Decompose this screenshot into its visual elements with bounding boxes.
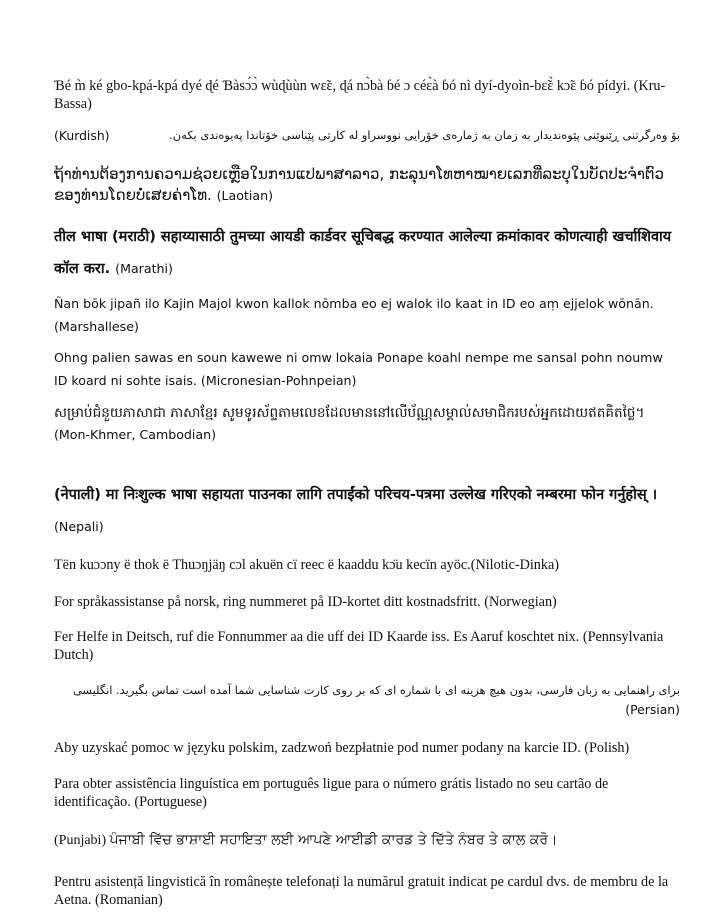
notice-laotian (54, 164, 680, 206)
language-label: (Laotian) (216, 188, 273, 203)
notice-text: សម្រាប់ជំនួយភាសាជា ភាសាខ្មែរ សូមទូរស័ព្ទតាមលេខដែលមាននៅលើប័ណ្ណសម្គាល់សមាជិករបស់អ្នកដោយឥតគិតថ្លៃ។ (54, 405, 645, 421)
notice-text: Ñan bōk jipañ ilo Kajin Majol kwon kallok nōmba eo ej walok ilo kaat in ID eo aṃ ejjelok wōnān. (54, 296, 654, 311)
notice-pohnpeian (54, 346, 680, 392)
notice-marshallese (54, 292, 680, 338)
notice-text: ຖ້າທ່ານຕ້ອງການຄວາມຊ່ວຍເຫຼືອໃນການແປພາສາລາວ, ກະລຸນາໂທຫາໝາຍເລກທີ່ລະບຸໃນບັດປະຈຳຕົວຂອງທ່ານໂດຍບໍ່ເສຍຄ່າໂທ. (54, 165, 665, 204)
language-label: (Micronesian-Pohnpeian) (200, 373, 357, 388)
notice-text: Aby uzyskać pomoc w języku polskim, zadzwoń bezpłatnie pod numer podany na karcie ID. (54, 740, 581, 756)
notice-text: Pentru asistență lingvistică în românește telefonați la numărul gratuit indicat pe cardul dvs. de membru de la Aetna. (54, 874, 669, 908)
notice-text: Ohng palien sawas en soun kawewe ni omw lokaia Ponape koahl nempe me sansal pohn noumw ID koard ni sohte isais. (54, 350, 663, 388)
notice-text: بۆ وەرگرتنی ڕێنوێنی پێوەندیدار بە زمان بە ژمارەی خۆرایی نووسراو لە کارتی پێناسی خۆتاندا پەیوەندی بکەن. (169, 128, 680, 142)
language-label: (Romanian) (94, 891, 163, 908)
language-label: (Pennsylvania Dutch) (54, 629, 664, 663)
notice-text: Para obter assistência linguística em português ligue para o número grátis listado no seu cartão de identificação. (54, 776, 609, 810)
notice-text: Fer Helfe in Deitsch, ruf die Fonnummer aa die uff dei ID Kaarde iss. Es Aaruf koschtet nix. (54, 629, 580, 645)
notice-text: Tën kuɔɔny ë thok ë Thuɔŋjäŋ cɔl akuën cï reec ë kaaddu kɔ̈u kecïn ayöc. (54, 557, 471, 573)
language-label: (Marathi) (115, 261, 173, 276)
notice-khmer (54, 402, 680, 446)
language-label: (Kurdish) (54, 128, 110, 143)
notice-dinka (54, 557, 680, 575)
notice-persian (54, 680, 680, 720)
language-label: (Punjabi) (54, 833, 107, 848)
notice-punjabi (54, 832, 680, 850)
language-label: (Kru-Bassa) (54, 78, 666, 112)
language-label: (Nepali) (54, 519, 104, 534)
notice-text: برای راهنمایی به زبان فارسی، بدون هیچ هزینه ای با شماره ای که بر روی کارت شناسایی شما آمده است تماس بگیرید. انگلیسی (72, 683, 680, 697)
language-label: (Persian) (625, 702, 680, 717)
language-label: (Norwegian) (484, 594, 557, 610)
notice-text: Ɓé m̀ ké gbo-kpá-kpá dyé ɖé Ɓàsɔ́ɔ̀ wùɖùùn wɛ̃ɛ, ɖá nɔ̀bà ɓé ɔ céɛ̀à ɓó nì dyí-dyoìn-bɛ̃ɛ̀ kɔ̃ɛ ɓó pídyi. (54, 78, 631, 94)
language-label: (Portuguese) (134, 793, 207, 810)
notice-text: ਪੰਜਾਬੀ ਵਿੱਚ ਭਾਸ਼ਾਈ ਸਹਾਇਤਾ ਲਈ ਆਪਣੇ ਆਈਡੀ ਕਾਰਡ ਤੇ ਦਿੱਤੇ ਨੰਬਰ ਤੇ ਕਾਲ ਕਰੋ। (109, 832, 558, 848)
notice-text: (नेपाली) मा निःशुल्क भाषा सहायता पाउनका लागि तपाईंको परिचय-पत्रमा उल्लेख गरिएको नम्बरमा फोन गर्नुहोस् । (54, 487, 658, 503)
notice-nepali (54, 480, 680, 543)
notice-kurdish (54, 124, 680, 147)
language-label: (Nilotic-Dinka) (470, 557, 559, 573)
language-label: (Marshallese) (54, 319, 139, 334)
language-label: (Mon-Khmer, Cambodian) (54, 427, 217, 442)
notice-text: तील भाषा (मराठी) सहाय्यासाठी तुमच्या आयडी कार्डवर सूचिबद्ध करण्यात आलेल्या क्रमांकावर कोणत्याही खर्चाशिवाय कॉल करा. (54, 229, 672, 277)
notice-marathi (54, 222, 680, 285)
language-label: (Polish) (584, 740, 630, 756)
notice-text: For språkassistanse på norsk, ring nummeret på ID-kortet ditt kostnadsfritt. (54, 594, 481, 610)
notice-romanian (54, 874, 680, 909)
notice-kru-bassa (54, 78, 680, 113)
notice-polish (54, 740, 680, 758)
notice-portuguese (54, 776, 680, 811)
notice-pennsylvania-dutch (54, 629, 680, 664)
notice-norwegian (54, 594, 680, 612)
